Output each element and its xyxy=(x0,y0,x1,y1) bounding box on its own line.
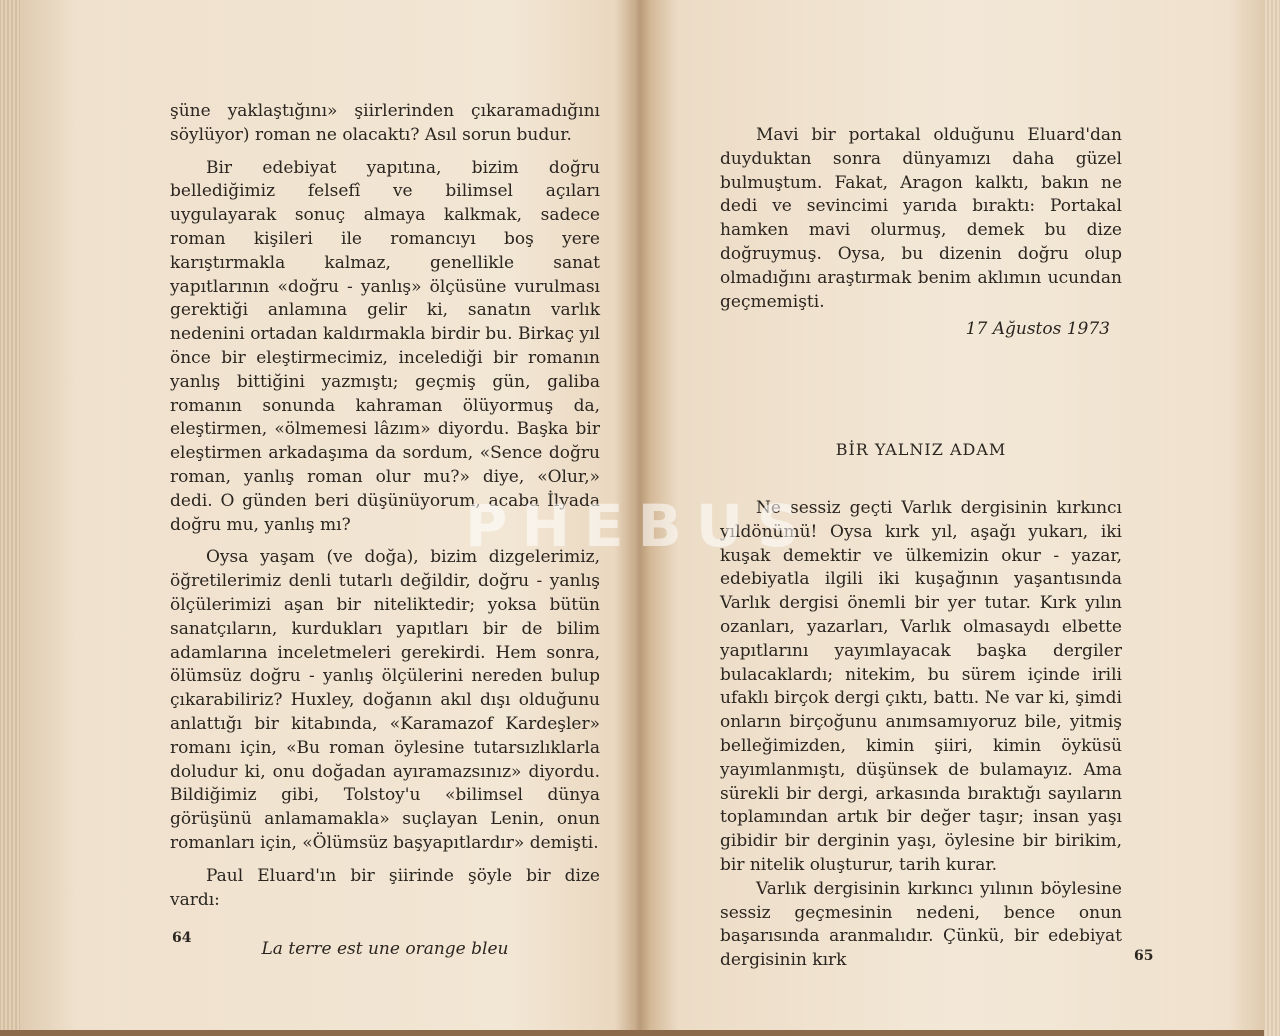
book-bottom-edge xyxy=(0,1030,1280,1036)
right-page-section xyxy=(720,497,1122,973)
paragraph-varlik-anniversary: Ne sessiz geçti Varlık dergisinin kırkıncı yıldönümü! Oysa kırk yıl, aşağı yukarı, iki kuşak demektir ve ülkemizin okur - yazar, edebiyatla ilgili iki kuşağının yaşantısında Varlık dergisi önemli bir yer tutar. Kırk yılın ozanları, yazarları, Varlık olmasaydı elbette yapıtlarını yayımlayacak başka dergiler bulacaklardı; nitekim, bu sürem içinde irili ufaklı birçok dergi çıktı, battı. Ne var ki, şimdi onların birçoğunu anımsamıyoruz bile, yitmiş belleğimizden, kimin şiiri, kimin öyküsü yayımlanmıştı, düşünsek de bulamayız. Ama sürekli bir dergi, arkasında bıraktığı sayıların toplamından artık bir değer taşır; insan yaşı gibidir bir derginin yaşı, öylesine bir birikim, bir nitelik oluşturur, tarih kurar. xyxy=(720,498,1122,875)
paragraph-literary-analysis: Bir edebiyat yapıtına, bizim doğru bellediğimiz felsefî ve bilimsel açıları uygulayarak sonuç almaya kalkmak, sadece roman kişileri ile romancıyı boş yere karıştırmakla kalmaz, genellikle sanat yapıtlarının «doğru - yanlış» ölçüsüne vurulması gerektiği anlamına gelir ki, sanatın varlık nedenini ortadan kaldırmakla birdir bu. Birkaç yıl önce bir eleştirmecimiz, incelediği bir romanın yanlış bittiğini yazmıştı; geçmiş gün, galiba romanın sonunda kahraman ölüyormuş da, eleştirmen, «ölmemesi lâzım» diyordu. Başka bir eleştirmen arkadaşıma da sordum, «Sence doğru roman, yanlış roman olur mu?» diye, «Olur,» dedi. O günden beri düşünüyorum, acaba İlyada doğru mu, yanlış mı? xyxy=(170,157,600,535)
paragraph-continuation: şüne yaklaştığını» şiirlerinden çıkaramadığını söylüyor) roman ne olacaktı? Asıl sorun budur. xyxy=(170,101,600,145)
page-number-left: 64 xyxy=(172,930,192,946)
watermark: PHEBUS xyxy=(465,492,813,560)
essay-date: 17 Ağustos 1973 xyxy=(965,319,1110,340)
paragraph-varlik-reason: Varlık dergisinin kırkıncı yılının böylesine sessiz geçmesinin nedeni, bence onun başarısında aranmalıdır. Çünkü, bir edebiyat dergisinin kırk xyxy=(720,878,1122,971)
paragraph-blue-orange: Mavi bir portakal olduğunu Eluard'dan duyduktan sonra dünyamızı daha güzel bulmuştum. Fakat, Aragon kalktı, bakın ne dedi ve sevincimi yarıda bıraktı: Portakal hamken mavi olurmuş, demek bu dize doğruymuş. Oysa, bu dizenin doğru olup olmadığını araştırmak benim aklımın ucundan geçmemişti. xyxy=(720,125,1122,312)
page-number-right: 65 xyxy=(1134,948,1154,964)
paragraph-life-and-nature: Oysa yaşam (ve doğa), bizim dizgelerimiz, öğretilerimiz denli tutarlı değildir, doğru - yanlış ölçülerimizi aşan bir niteliktedir; yoksa bütün sanatçıların, kurdukları yapıtları bir de bilim adamlarına inceletmeleri gerekirdi. Hem sonra, ölümsüz doğru - yanlış ölçülerini nereden bulup çıkarabiliriz? Huxley, doğanın akıl dışı olduğunu anlattığı bir kitabında, «Karamazof Kardeşler» romanı için, «Bu roman öylesine tutarsızlıklarla doludur ki, onu doğadan ayıramazsınız» diyordu. Bildiğimiz gibi, Tolstoy'u «bilimsel dünya görüşünü anlamamakla» suçlayan Lenin, onun romanları için, «Ölümsüz başyapıtlardır» demişti. xyxy=(170,547,600,853)
paragraph-eluard-intro: Paul Eluard'ın bir şiirinde şöyle bir dize vardı: xyxy=(170,865,600,910)
right-page xyxy=(720,124,1122,342)
poem-quote: La terre est une orange bleu xyxy=(261,939,509,960)
section-heading: BİR YALNIZ ADAM xyxy=(835,440,1007,459)
